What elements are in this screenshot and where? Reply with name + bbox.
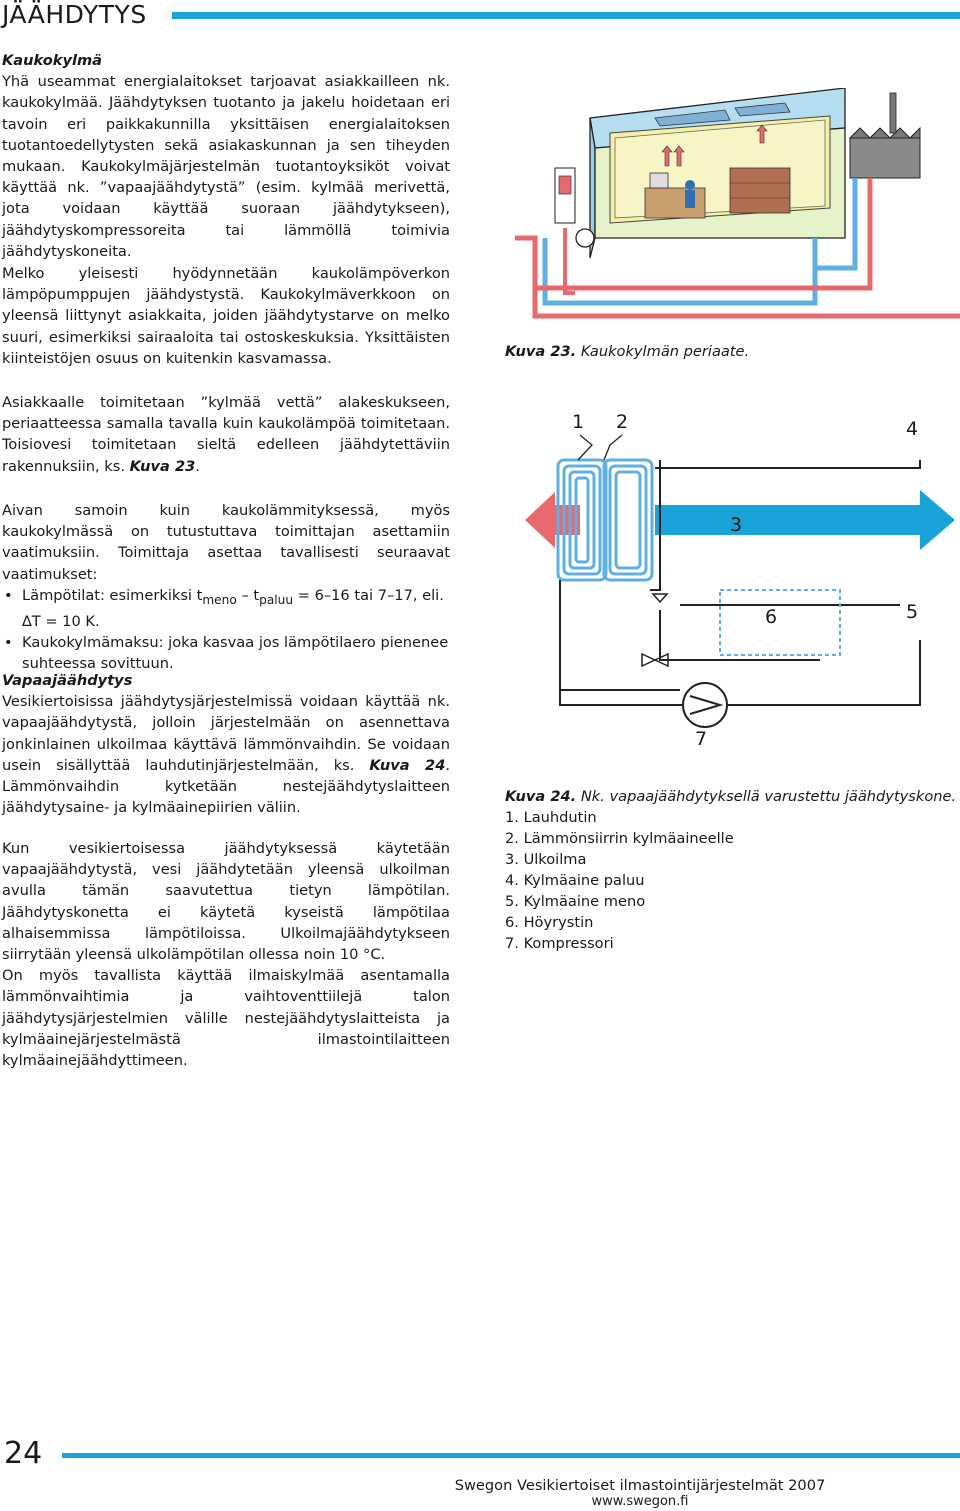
text-span: Lämpötilat: esimerkiksi t bbox=[22, 586, 203, 604]
figure-caption-text: Nk. vapaajäähdytyksellä varustettu jäähdytyskone. bbox=[580, 788, 957, 805]
footer-line: Swegon Vesikiertoiset ilmastointijärjestelmät 2007 bbox=[454, 1477, 826, 1494]
caption-line bbox=[505, 786, 960, 807]
text-span: . bbox=[195, 457, 200, 475]
diagram-label: 5 bbox=[906, 601, 919, 623]
list-item bbox=[2, 585, 450, 632]
subscript: meno bbox=[202, 592, 237, 607]
text-span: Vesikiertoisissa jäähdytysjärjestelmissä voidaan käyttää nk. vapaajäähdytystä, jolloin järjestelmään on asennettava jonkinlainen ulkoilmaa käyttävä lämmönvaihdin. Se voidaan usein sisällyttää lauhdutinjärjestelmään, ks. bbox=[2, 693, 450, 774]
paragraph: Aivan samoin kuin kaukolämmityksessä, myös kaukokylmässä on tutustuttava toimittajan asettamiin vaatimuksiin. Toimittaja asettaa tavallisesti seuraavat vaatimukset: bbox=[2, 502, 450, 583]
legend-item: 4. Kylmäaine paluu bbox=[505, 872, 645, 889]
text-span: Asiakkaalle toimitetaan ”kylmää vettä” alakeskukseen, periaatteessa samalla tavalla kuin kaukolämpöä toimitetaan. Toisiovesi toimitetaan sieltä edelleen jäähdytettäviin rakennuksiin, ks. bbox=[2, 394, 450, 475]
figure-label: Kuva 24. bbox=[505, 788, 577, 805]
bullet-list bbox=[2, 585, 450, 675]
figure-caption-24 bbox=[505, 786, 960, 954]
subscript: paluu bbox=[259, 592, 294, 607]
figure-caption-23 bbox=[505, 341, 749, 362]
diagram-label: 1 bbox=[572, 411, 585, 433]
paragraph: Melko yleisesti hyödynnetään kaukolämpöverkon lämpöpumppujen jäähdystystä. Kaukokylmäverkkoon on yleensä liittynyt asiakkaita, joiden jäähdytystarve on melko suuri, esimerkiksi sairaaloita tai ostoskeskuksia. Yksittäisten kiinteistöjen osuus on kuitenkin kasvamassa. bbox=[2, 265, 450, 367]
section-heading-kaukokylma: Kaukokylmä bbox=[2, 52, 103, 69]
figure-ref: Kuva 23 bbox=[129, 457, 196, 475]
header-rule bbox=[172, 12, 960, 19]
section-heading-vapaa: Vapaajäähdytys bbox=[2, 672, 133, 689]
district-cooling-illustration bbox=[515, 88, 960, 328]
section-kaukokylma bbox=[2, 50, 450, 262]
figure-caption-text: Kaukokylmän periaate. bbox=[580, 343, 750, 360]
paragraph-block bbox=[2, 500, 450, 675]
paragraph bbox=[2, 392, 450, 477]
footer-rule bbox=[62, 1453, 960, 1458]
legend-item: 5. Kylmäaine meno bbox=[505, 893, 646, 910]
figure-ref: Kuva 24 bbox=[369, 756, 446, 774]
figure-label: Kuva 23. bbox=[505, 343, 577, 360]
text-span: = 6–16 tai 7–17, eli. bbox=[293, 586, 444, 604]
diagram-label: 4 bbox=[906, 418, 919, 440]
paragraph-block bbox=[2, 392, 450, 477]
paragraph: Kun vesikiertoisessa jäähdytyksessä käytetään vapaajäähdytystä, vesi jäähdytetään yleensä ulkoilman avulla tämän saavutettua tietyn lämpötilan. Jäähdytyskonetta ei käytetä kyseistä lämpötilaa alhaisemmissa lämpötiloissa. Ulkoilmajäähdytykseen siirrytään yleensä ulkolämpötilan ollessa noin 10 °C. bbox=[2, 840, 450, 964]
diagram-label: 2 bbox=[616, 411, 629, 433]
footer-url: www.swegon.fi bbox=[591, 1494, 689, 1509]
page-number: 24 bbox=[4, 1436, 43, 1471]
text-span: . Lämmönvaihdin kytketään nestejäähdytyslaitteen jäähdytysaine- ja kylmäainepiirien väliin. bbox=[2, 756, 450, 817]
legend-item: 1. Lauhdutin bbox=[505, 809, 597, 826]
diagram-label: 7 bbox=[695, 728, 708, 750]
paragraph-block bbox=[2, 263, 450, 369]
text-span: ∆T = 10 K. bbox=[22, 612, 100, 630]
text-span: – t bbox=[236, 586, 260, 604]
legend-item: 6. Höyrystin bbox=[505, 914, 594, 931]
diagram-label: 6 bbox=[765, 606, 778, 628]
page-title: JÄÄHDYTYS bbox=[2, 0, 147, 29]
paragraph: On myös tavallista käyttää ilmaiskylmää asentamalla lämmönvaihtimia ja vaihtoventtiilejä talon jäähdytysjärjestelmien välille nestejäähdytyslaitteista ja kylmäainejärjestelmästä ilmastointilaitteen kylmäainejäähdyttimeen. bbox=[2, 967, 450, 1070]
legend-item: 7. Kompressori bbox=[505, 935, 614, 952]
paragraph: Yhä useammat energialaitokset tarjoavat asiakkailleen nk. kaukokylmää. Jäähdytyksen tuotanto ja jakelu hoidetaan eri tavoin eri paikkakunnilla yksittäisen energialaitoksen tuotantoedellytysten sekä asiakaskunnan ja sen tiheyden mukaan. Kaukokylmäjärjestelmän tuotantoyksiköt voivat käyttää nk. ”vapaajäähdytystä” (esim. kylmää merivettä, jota voidaan käyttää suoraan jäähdytykseen), jäähdytyskompressoreita tai lämmöllä toimivia jäähdytyskoneita. bbox=[2, 73, 450, 260]
list-item: • Kaukokylmämaksu: joka kasvaa jos lämpötilaero pienenee suhteessa sovittuun. bbox=[2, 632, 450, 674]
paragraph bbox=[2, 691, 450, 818]
free-cooling-diagram bbox=[520, 400, 960, 770]
section-vapaa bbox=[2, 670, 450, 818]
legend-item: 2. Lämmönsiirrin kylmäaineelle bbox=[505, 830, 734, 847]
legend-item: 3. Ulkoilma bbox=[505, 851, 587, 868]
figure-legend bbox=[505, 807, 960, 954]
diagram-label: 3 bbox=[730, 514, 743, 536]
paragraph-block bbox=[2, 838, 450, 1071]
